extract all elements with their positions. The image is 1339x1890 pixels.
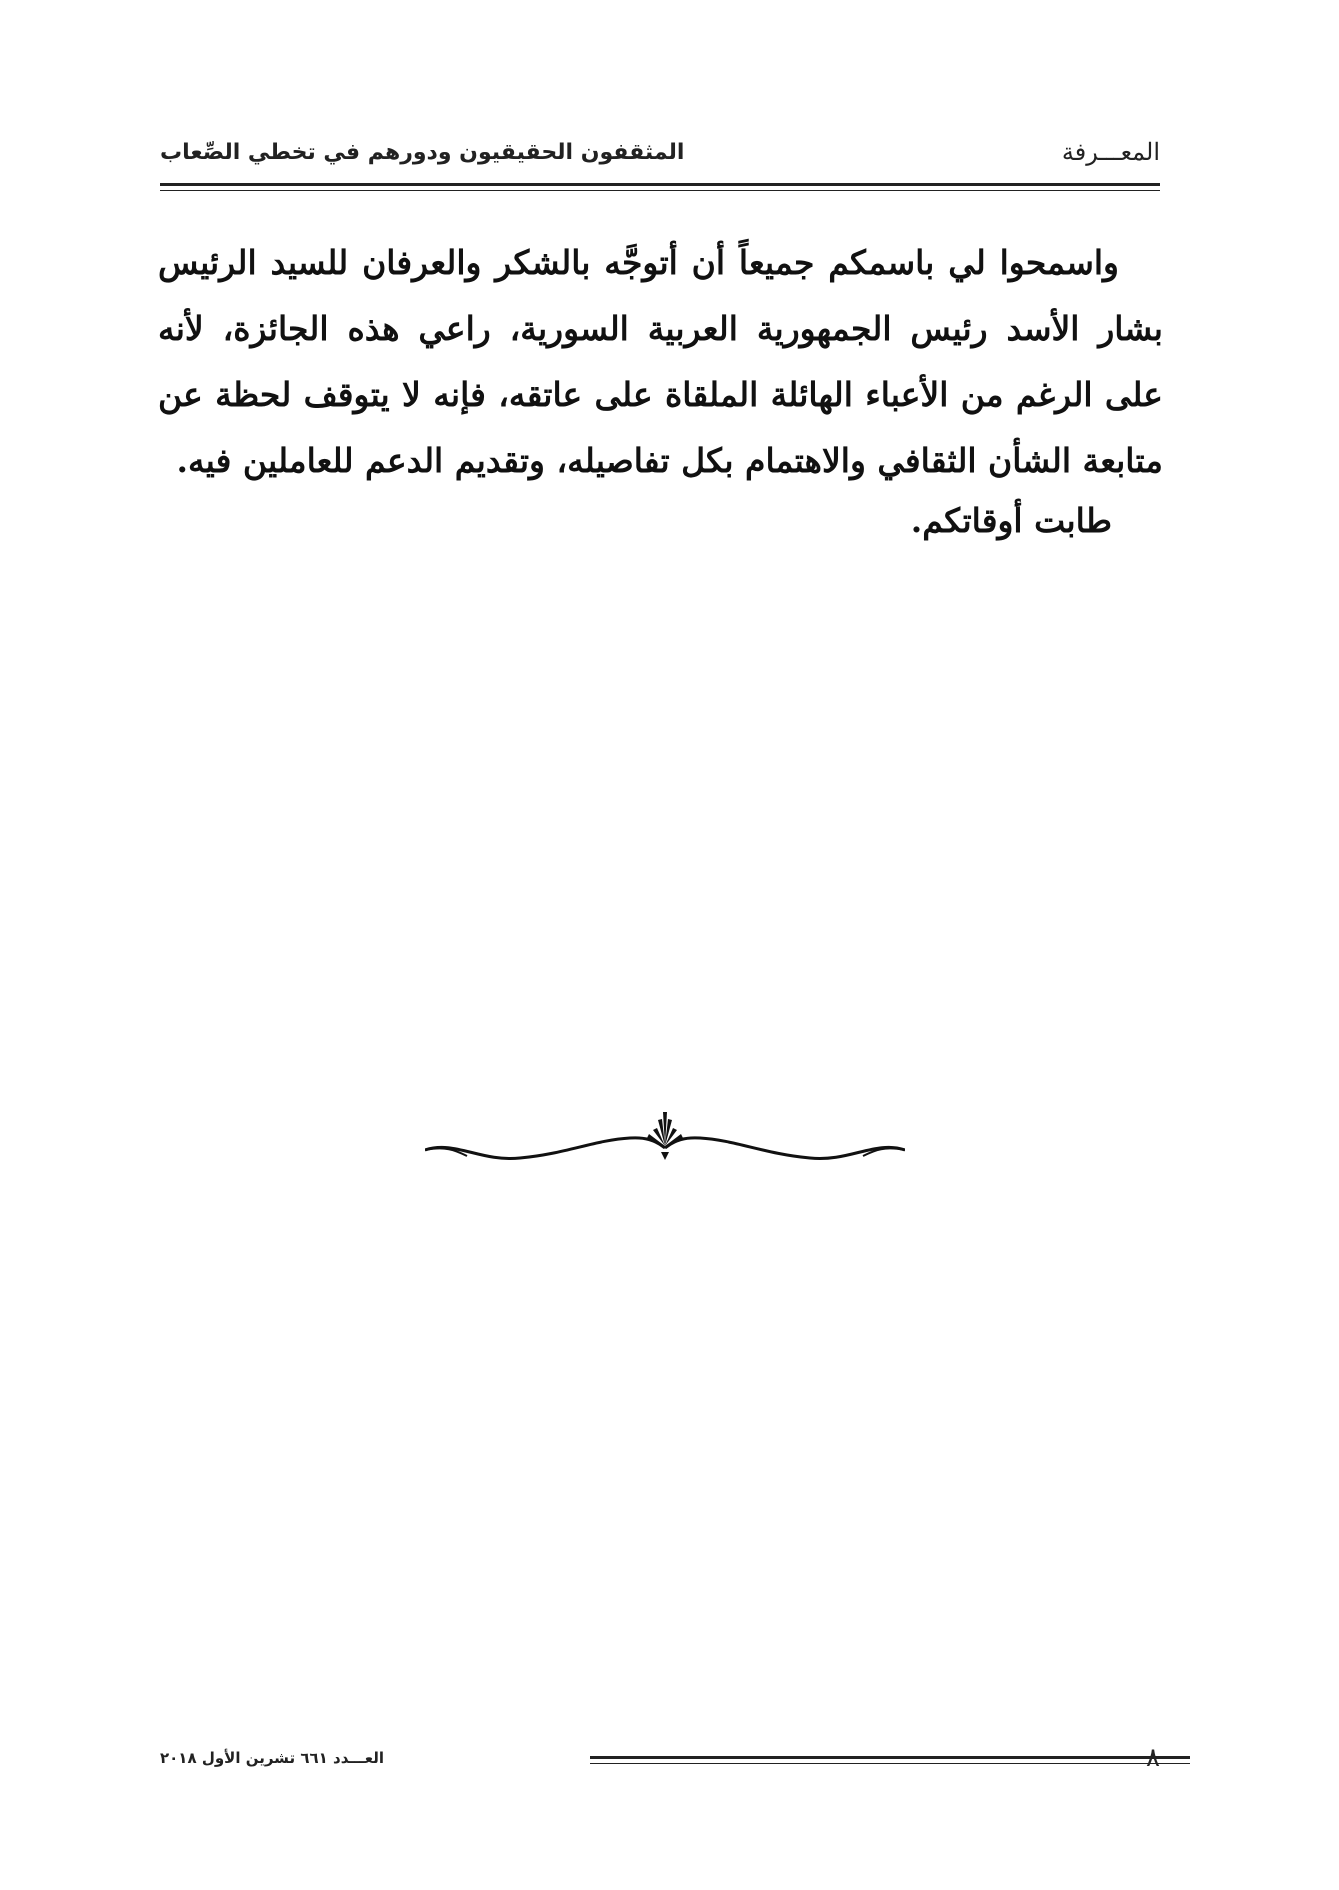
article-body bbox=[158, 230, 1163, 494]
page-header bbox=[160, 132, 1160, 182]
footer-divider-thin bbox=[590, 1763, 1190, 1764]
header-divider bbox=[160, 183, 1160, 186]
issue-info: العـــدد ٦٦١ تشرين الأول ٢٠١٨ bbox=[160, 1749, 384, 1767]
closing-line: طابت أوقاتكم. bbox=[910, 501, 1112, 540]
header-divider-thin bbox=[160, 190, 1160, 191]
article-title: المثقفون الحقيقيون ودورهم في تخطي الصِّعاب bbox=[160, 140, 685, 165]
footer-divider bbox=[590, 1756, 1190, 1759]
magazine-name: المعـــرفة bbox=[1061, 138, 1160, 166]
body-paragraph: واسمحوا لي باسمكم جميعاً أن أتوجَّه بالشكر والعرفان للسيد الرئيس بشار الأسد رئيس الجمهورية العربية السورية، راعي هذه الجائزة، لأنه على الرغم من الأعباء الهائلة الملقاة على عاتقه، فإنه لا يتوقف لحظة عن متابعة الشأن الثقافي والاهتمام بكل تفاصيله، وتقديم الدعم للعاملين فيه. bbox=[158, 243, 1163, 480]
decorative-divider-icon bbox=[425, 1100, 905, 1170]
page-number: ٨ bbox=[1146, 1743, 1160, 1773]
page-footer bbox=[160, 1743, 1160, 1779]
